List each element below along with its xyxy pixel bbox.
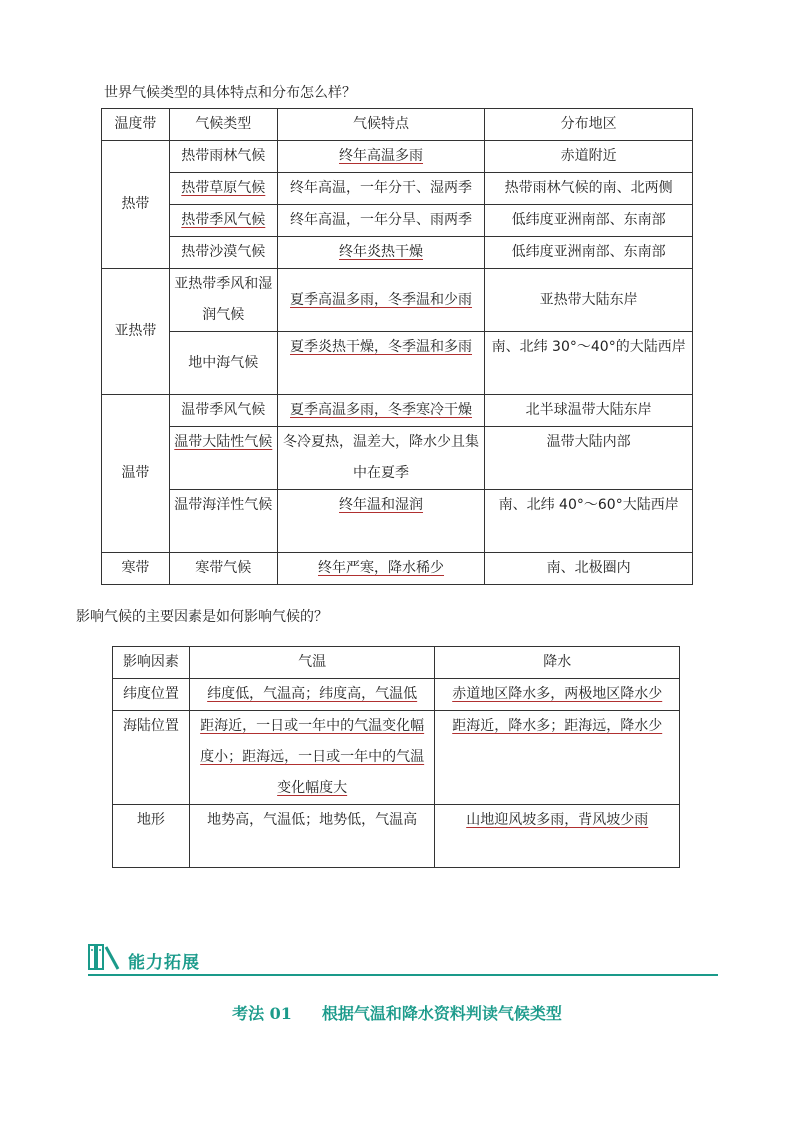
type-cell: 亚热带季风和湿润气候 (169, 269, 277, 332)
feature-cell: 终年温和湿润 (277, 490, 485, 553)
climate-factors-table (112, 646, 680, 868)
area-cell: 低纬度亚洲南部、东南部 (485, 205, 693, 237)
header-cell: 降水 (435, 647, 680, 679)
feature-cell: 夏季高温多雨，冬季寒冷干燥 (277, 395, 485, 427)
climate-types-table (101, 108, 693, 585)
table-row (113, 711, 680, 805)
method-number: 考法 01 (232, 1004, 292, 1023)
section-divider (88, 974, 718, 976)
area-cell: 赤道附近 (485, 141, 693, 173)
type-cell: 热带沙漠气候 (169, 237, 277, 269)
factor-cell: 纬度位置 (113, 679, 190, 711)
table-header-row (102, 109, 693, 141)
header-cell: 温度带 (102, 109, 170, 141)
table-row (102, 427, 693, 490)
area-cell: 热带雨林气候的南、北两侧 (485, 173, 693, 205)
table-row (113, 805, 680, 868)
table-row (102, 332, 693, 395)
type-cell: 温带海洋性气候 (169, 490, 277, 553)
type-cell: 温带大陆性气候 (169, 427, 277, 490)
type-cell: 寒带气候 (169, 553, 277, 585)
header-cell: 影响因素 (113, 647, 190, 679)
temp-cell: 距海近，一日或一年中的气温变化幅度小；距海远，一日或一年中的气温变化幅度大 (189, 711, 435, 805)
table-row (102, 173, 693, 205)
type-cell: 温带季风气候 (169, 395, 277, 427)
header-cell: 分布地区 (485, 109, 693, 141)
rain-cell: 距海近，降水多；距海远，降水少 (435, 711, 680, 805)
zone-cell: 温带 (102, 395, 170, 553)
factor-cell: 海陆位置 (113, 711, 190, 805)
area-cell: 低纬度亚洲南部、东南部 (485, 237, 693, 269)
table-row (102, 269, 693, 332)
feature-cell: 冬冷夏热，温差大，降水少且集中在夏季 (277, 427, 485, 490)
zone-cell: 热带 (102, 141, 170, 269)
books-icon (88, 942, 124, 972)
area-cell: 北半球温带大陆东岸 (485, 395, 693, 427)
temp-cell: 纬度低，气温高；纬度高，气温低 (189, 679, 435, 711)
feature-cell: 夏季高温多雨，冬季温和少雨 (277, 269, 485, 332)
temp-cell: 地势高，气温低；地势低，气温高 (189, 805, 435, 868)
feature-cell: 终年炎热干燥 (277, 237, 485, 269)
question-climate-factors: 影响气候的主要因素是如何影响气候的？ (76, 609, 328, 625)
area-cell: 南、北纬 30°～40°的大陆西岸 (485, 332, 693, 395)
area-cell: 温带大陆内部 (485, 427, 693, 490)
method-heading (0, 1001, 794, 1024)
table-header-row (113, 647, 680, 679)
section-header (88, 940, 718, 976)
question-climate-types: 世界气候类型的具体特点和分布怎么样？ (104, 85, 356, 101)
table-row (102, 553, 693, 585)
factor-cell: 地形 (113, 805, 190, 868)
type-cell: 热带雨林气候 (169, 141, 277, 173)
feature-cell: 终年高温，一年分干、湿两季 (277, 173, 485, 205)
type-cell: 热带草原气候 (169, 173, 277, 205)
area-cell: 亚热带大陆东岸 (485, 269, 693, 332)
table-row (102, 490, 693, 553)
table-row (113, 679, 680, 711)
area-cell: 南、北纬 40°～60°大陆西岸 (485, 490, 693, 553)
area-cell: 南、北极圈内 (485, 553, 693, 585)
zone-cell: 亚热带 (102, 269, 170, 395)
type-cell: 热带季风气候 (169, 205, 277, 237)
feature-cell: 夏季炎热干燥，冬季温和多雨 (277, 332, 485, 395)
method-title: 根据气温和降水资料判读气候类型 (321, 1004, 562, 1023)
table-row (102, 237, 693, 269)
table-row (102, 205, 693, 237)
section-title: 能力拓展 (128, 953, 200, 973)
type-cell: 地中海气候 (169, 332, 277, 395)
feature-cell: 终年高温多雨 (277, 141, 485, 173)
table-row (102, 395, 693, 427)
feature-cell: 终年高温，一年分旱、雨两季 (277, 205, 485, 237)
header-cell: 气温 (189, 647, 435, 679)
header-cell: 气候特点 (277, 109, 485, 141)
zone-cell: 寒带 (102, 553, 170, 585)
header-cell: 气候类型 (169, 109, 277, 141)
feature-cell: 终年严寒，降水稀少 (277, 553, 485, 585)
rain-cell: 赤道地区降水多，两极地区降水少 (435, 679, 680, 711)
table-row (102, 141, 693, 173)
rain-cell: 山地迎风坡多雨，背风坡少雨 (435, 805, 680, 868)
